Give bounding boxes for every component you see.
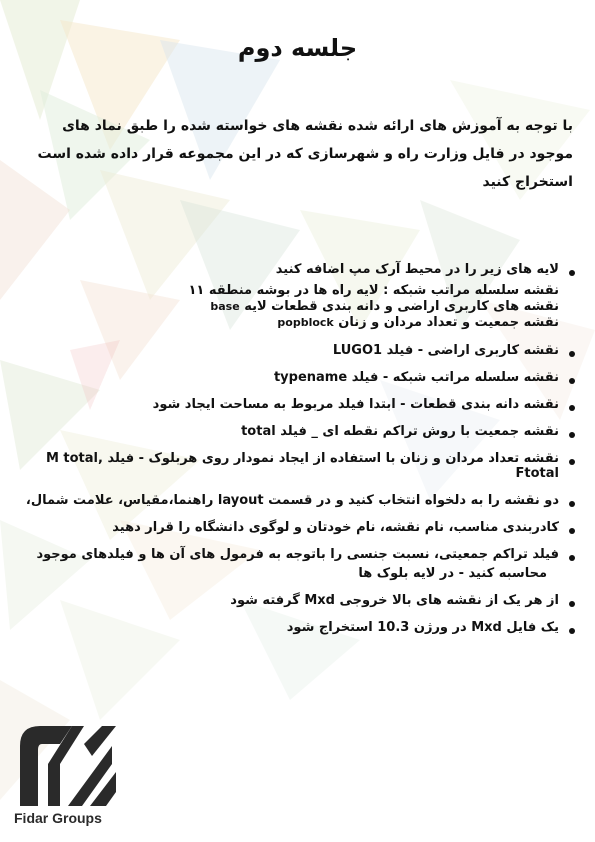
- list-item: نقشه جمعیت با روش تراکم نقطه ای _ فیلد total: [21, 424, 577, 439]
- list-item: کادربندی مناسب، نام نقشه، نام خودتان و لوگوی دانشگاه را قرار دهید: [21, 520, 577, 535]
- list-item: نقشه دانه بندی قطعات - ابتدا فیلد مربوط به مساحت ایجاد شود: [21, 397, 577, 412]
- list-item: نقشه سلسله مراتب شبکه - فیلد typename: [21, 370, 577, 385]
- sublayer-text: نقشه سلسله مراتب شبکه : لایه راه ها در بوشه منطقه ۱۱: [188, 283, 559, 298]
- list-item: یک فایل Mxd در ورژن 10.3 استخراج شود: [21, 620, 577, 635]
- sublayer-text: نقشه جمعیت و تعداد مردان و زنان: [333, 315, 559, 330]
- logo-text: Fidar Groups: [14, 810, 102, 826]
- sublayer-latin: popblock: [277, 316, 334, 329]
- sublayer-latin: base: [210, 300, 240, 313]
- list-item: فیلد تراکم جمعیتی، نسبت جنسی را باتوجه به فرمول های آن ها و فیلدهای موجود: [21, 547, 577, 562]
- list-item: از هر یک از نقشه های بالا خروجی Mxd گرفته شود: [21, 593, 577, 608]
- sublayer-item: [21, 283, 577, 299]
- intro-paragraph: با توجه به آموزش های ارائه شده نقشه های خواسته شده را طبق نماد های موجود در فایل وزارت راه و شهرسازی که در این مجموعه قرار داده شده است استخراج کنید: [37, 118, 573, 190]
- list-item: نقشه کاربری اراضی - فیلد LUGO1: [21, 343, 577, 358]
- fidar-groups-logo-icon: [12, 716, 122, 811]
- list-item: لایه های زیر را در محیط آرک مپ اضافه کنید: [21, 262, 577, 277]
- list-item-continuation: محاسبه کنید - در لایه بلوک ها: [358, 566, 547, 581]
- list-item: دو نقشه را به دلخواه انتخاب کنید و در قسمت layout راهنما،مقیاس، علامت شمال،: [21, 493, 577, 508]
- page-title: جلسه دوم: [237, 34, 358, 62]
- task-list: [21, 262, 577, 635]
- sublayer-text: نقشه های کاربری اراضی و دانه بندی قطعات لایه: [239, 299, 559, 314]
- sublayer-item: [21, 315, 577, 331]
- sublayer-item: [21, 299, 577, 315]
- list-item: نقشه تعداد مردان و زنان با استفاده از ایجاد نمودار روی هربلوک - فیلد M total, Ftotal: [21, 451, 577, 481]
